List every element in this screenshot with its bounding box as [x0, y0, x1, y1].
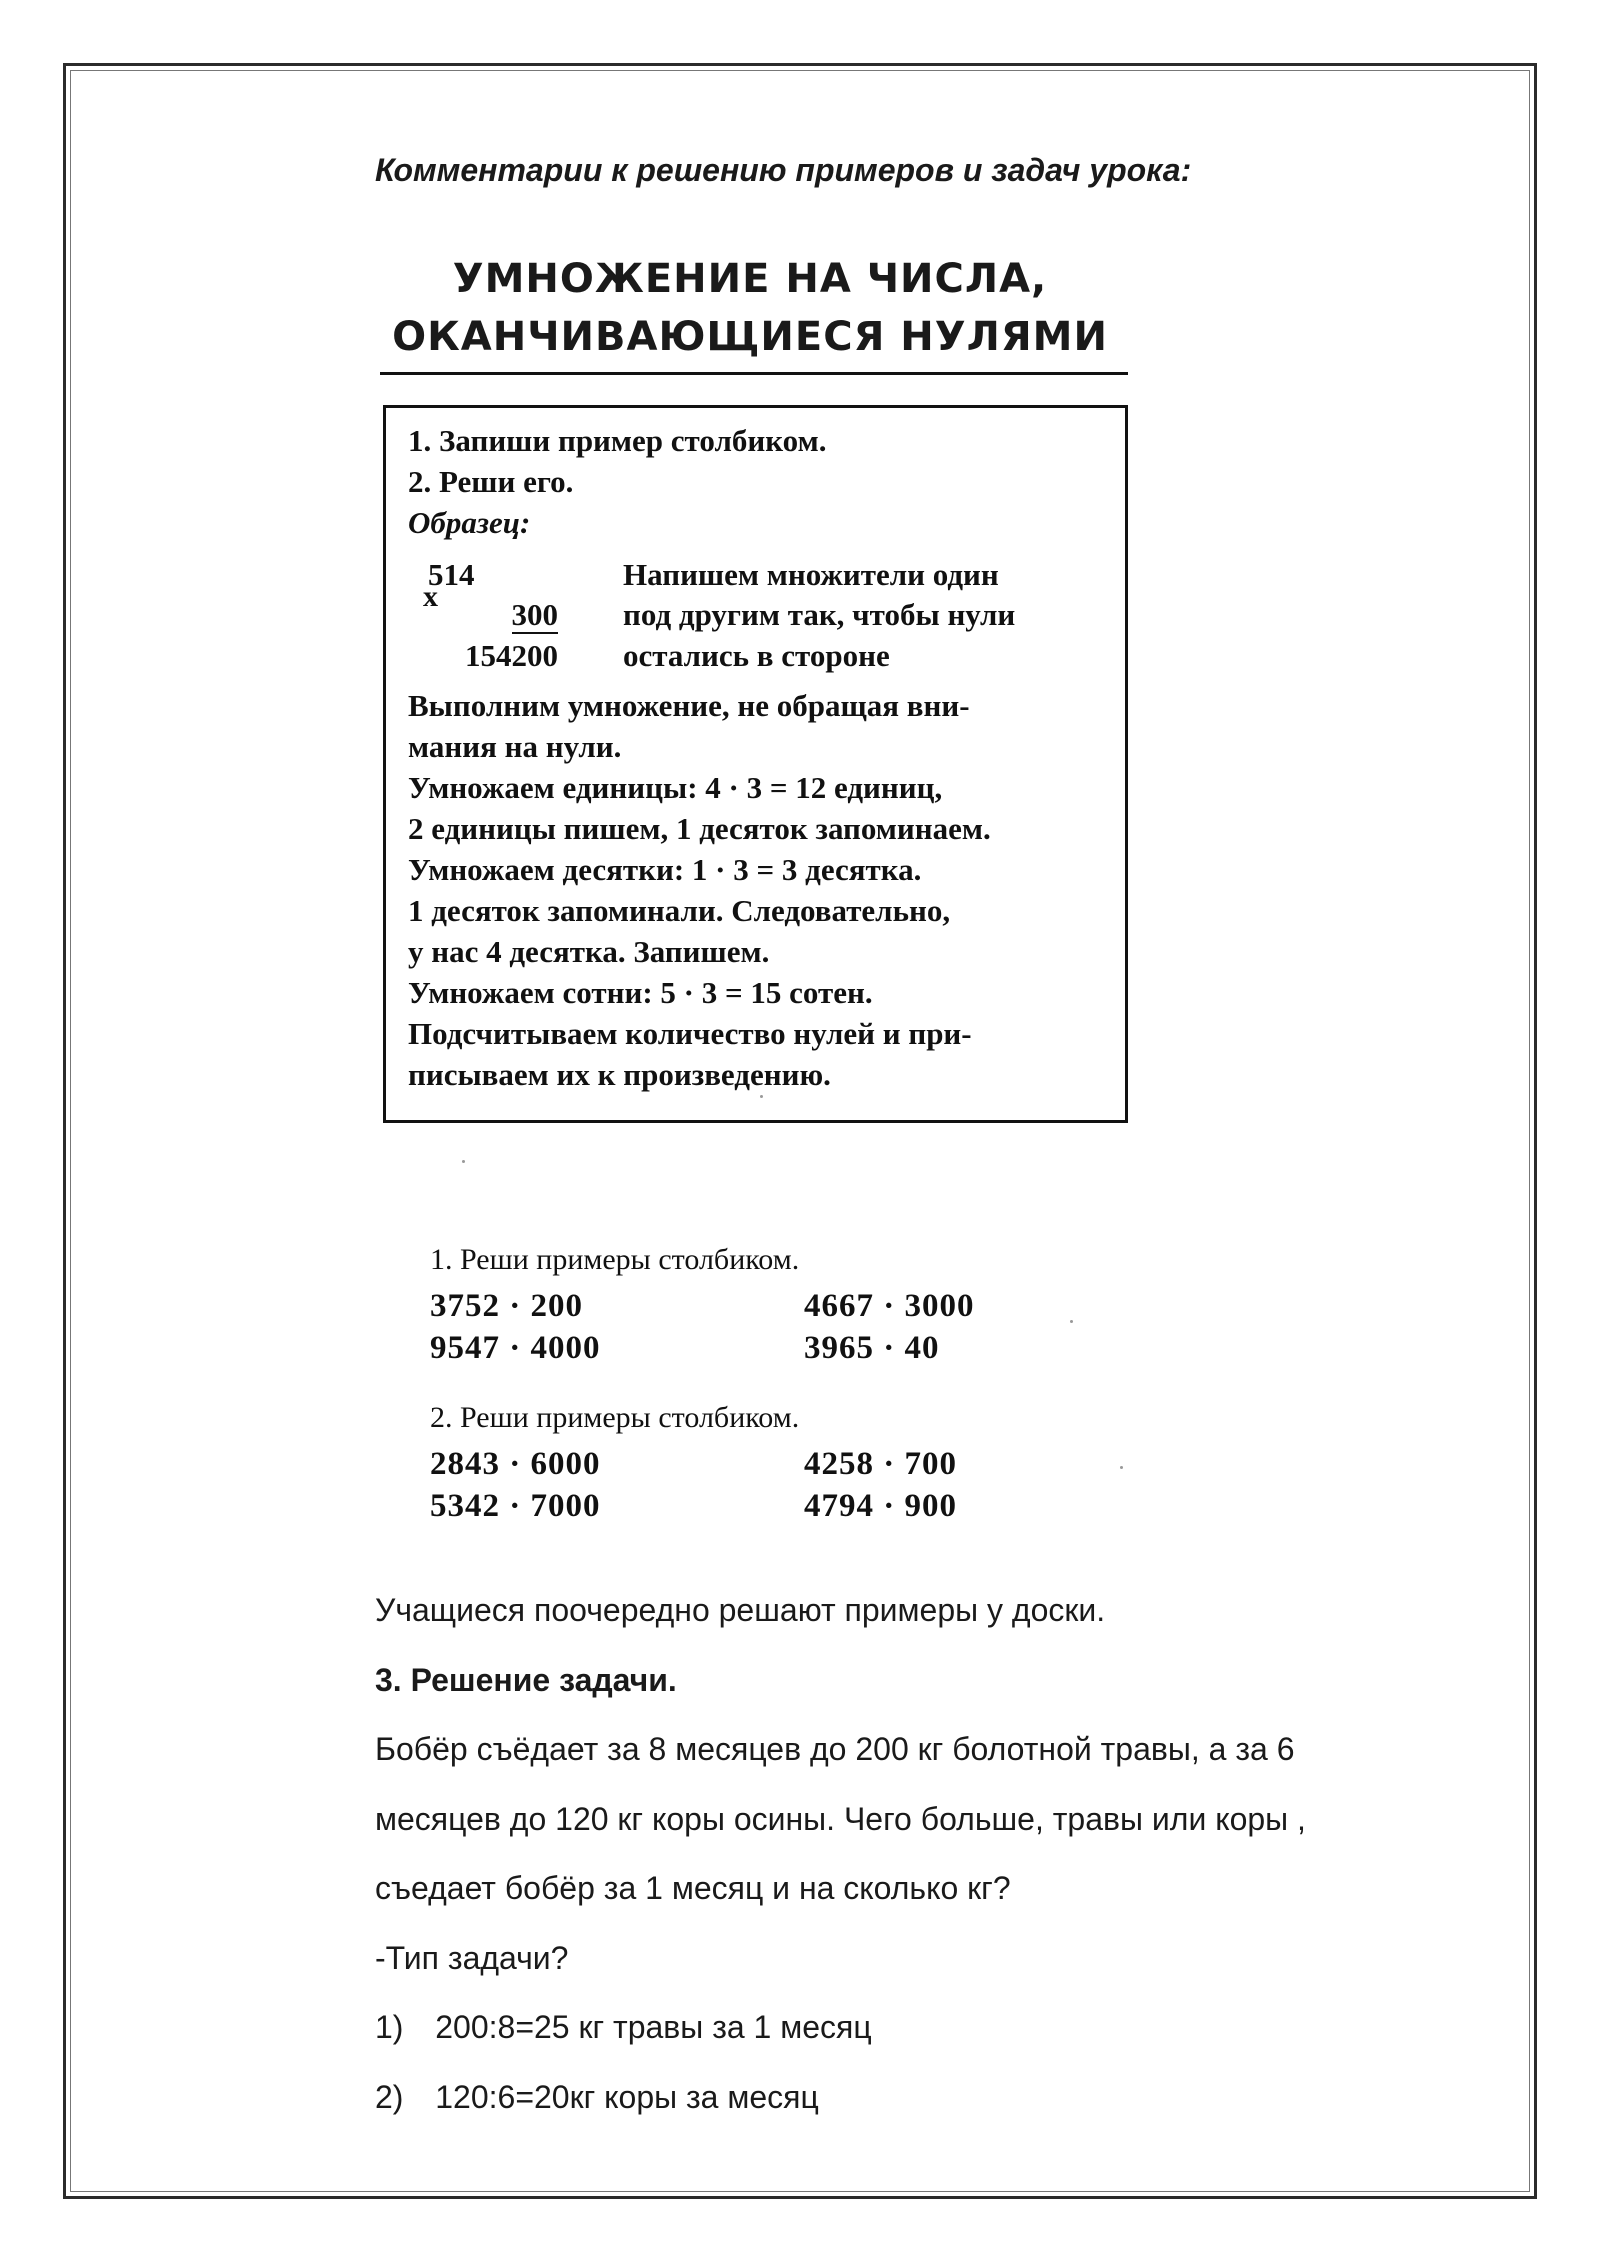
multiplication-sign: x — [423, 580, 438, 613]
note-line-3: остались в стороне — [623, 638, 890, 673]
explanation-line-8: Умножаем сотни: 5 · 3 = 15 сотен. — [408, 975, 873, 1010]
factor-2-value: 300 — [511, 597, 558, 632]
exercise-1-item: 4667 · 3000 — [804, 1288, 975, 1324]
exercise-2-item: 4794 · 900 — [804, 1488, 958, 1524]
scan-speck — [462, 1160, 465, 1163]
factor-2 — [458, 597, 558, 633]
exercise-2-item: 5342 · 7000 — [430, 1488, 601, 1524]
solution-step-number: 1) — [375, 2009, 404, 2045]
solution-step-number: 2) — [375, 2079, 404, 2115]
solution-step — [375, 2079, 819, 2116]
explanation-line-5: Умножаем десятки: 1 · 3 = 3 десятка. — [408, 852, 922, 887]
problem-line-3: съедает бобёр за 1 месяц и на сколько кг? — [375, 1870, 1011, 1906]
explanation-line-1: Выполним умножение, не обращая вни- — [408, 688, 970, 723]
exercise-1-heading: 1. Реши примеры столбиком. — [430, 1243, 800, 1276]
exercise-1-item: 9547 · 4000 — [430, 1330, 601, 1366]
students-line: Учащиеся поочередно решают примеры у доски. — [375, 1592, 1106, 1628]
textbook-title-line-2: ОКАНЧИВАЮЩИЕСЯ НУЛЯМИ — [392, 314, 1108, 360]
section-heading: 3. Решение задачи. — [375, 1662, 677, 1698]
note-line-2: под другим так, чтобы нули — [623, 597, 1016, 632]
sample-label: Образец: — [408, 505, 531, 540]
solution-step — [375, 2009, 872, 2046]
rule-step-2: 2. Реши его. — [408, 464, 574, 499]
scan-speck — [1070, 1320, 1073, 1323]
comment-title: Комментарии к решению примеров и задач урока: — [375, 152, 1192, 188]
exercise-2-heading: 2. Реши примеры столбиком. — [430, 1401, 800, 1434]
exercise-1-item: 3965 · 40 — [804, 1330, 940, 1366]
explanation-line-6: 1 десяток запоминали. Следовательно, — [408, 893, 951, 928]
product: 154200 — [465, 638, 558, 673]
explanation-line-4: 2 единицы пишем, 1 десяток запоминаем. — [408, 811, 991, 846]
scan-speck — [760, 1095, 763, 1098]
explanation-line-10: писываем их к произведению. — [408, 1057, 831, 1092]
factor-1: 514 — [428, 557, 475, 592]
explanation-line-9: Подсчитываем количество нулей и при- — [408, 1016, 972, 1051]
exercise-2-item: 4258 · 700 — [804, 1446, 958, 1482]
scan-speck — [1120, 1466, 1123, 1469]
problem-line-2: месяцев до 120 кг коры осины. Чего больше, травы или коры , — [375, 1801, 1306, 1837]
solution-step-text: 120:6=20кг коры за месяц — [435, 2079, 819, 2115]
textbook-title — [380, 250, 1120, 366]
explanation-line-3: Умножаем единицы: 4 · 3 = 12 единиц, — [408, 770, 943, 805]
problem-line-1: Бобёр съёдает за 8 месяцев до 200 кг болотной травы, а за 6 — [375, 1731, 1295, 1767]
solution-step-text: 200:8=25 кг травы за 1 месяц — [435, 2009, 872, 2045]
title-underline — [380, 372, 1128, 375]
problem-type-question: -Тип задачи? — [375, 1940, 569, 1976]
explanation-line-7: у нас 4 десятка. Запишем. — [408, 934, 770, 969]
explanation-line-2: мания на нули. — [408, 729, 622, 764]
textbook-title-line-1: УМНОЖЕНИЕ НА ЧИСЛА, — [452, 256, 1048, 302]
note-line-1: Напишем множители один — [623, 557, 999, 592]
rule-step-1: 1. Запиши пример столбиком. — [408, 423, 827, 458]
exercise-2-item: 2843 · 6000 — [430, 1446, 601, 1482]
exercise-1-item: 3752 · 200 — [430, 1288, 584, 1324]
